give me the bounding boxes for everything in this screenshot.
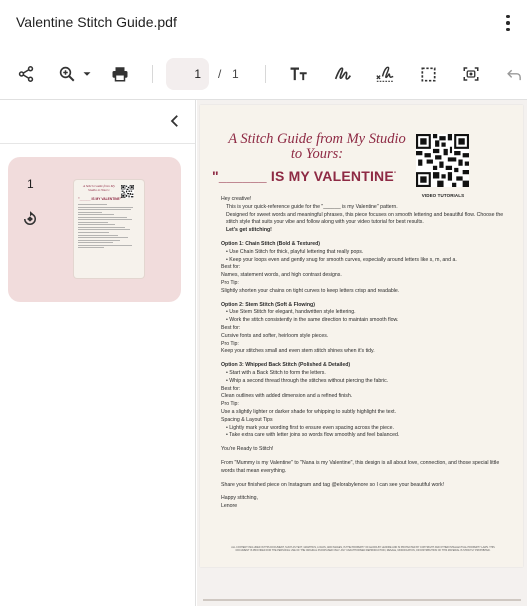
draw-button[interactable]	[332, 62, 354, 86]
body-line: Cursive fonts and softer, heirloom style pieces.	[221, 332, 329, 339]
body-line: From "Mummy is my Valentine" to "Nana is my Valentine", this design is all about love, connection, and those special little words that mean everything.	[221, 459, 500, 474]
screenshot-button[interactable]	[461, 62, 481, 86]
text-size-icon	[289, 65, 309, 83]
toolbar-separator	[265, 65, 266, 83]
body-line: • Use Chain Stitch for thick, playful lettering that really pops.	[226, 248, 364, 255]
body-line: Option 2: Stem Stitch (Soft & Flowing)	[221, 301, 315, 308]
more-vert-icon	[506, 15, 510, 19]
qr-code-label: VIDEO TUTORIALS	[421, 193, 465, 198]
body-line: • Start with a Back Stitch to form the letters.	[226, 369, 326, 376]
share-icon	[17, 65, 35, 83]
body-line: Best for:	[221, 324, 241, 331]
undo-icon	[506, 66, 523, 83]
chevron-left-icon	[166, 112, 184, 130]
zoom-in-icon	[58, 65, 76, 83]
body-line: Pro Tip:	[221, 340, 239, 347]
body-line: Best for:	[221, 385, 241, 392]
toolbar-separator	[152, 65, 153, 83]
thumbnail-preview	[74, 180, 144, 278]
print-button[interactable]	[110, 62, 130, 86]
qr-code[interactable]	[416, 134, 469, 187]
body-line: This is your quick-reference guide for the "______ is my Valentine" pattern.	[226, 203, 398, 210]
body-line: • Take extra care with letter joins so words flow smoothly and feel balanced.	[226, 432, 400, 439]
body-line: Happy stitching,	[221, 495, 258, 502]
sidebar-divider	[0, 143, 195, 144]
body-line: Clean outlines with added dimension and a refined finish.	[221, 393, 353, 400]
body-line: Option 3: Whipped Back Stitch (Polished & Detailed)	[221, 362, 351, 369]
rotate-page-button[interactable]	[21, 210, 39, 228]
body-line: Hey creative!	[221, 196, 252, 202]
body-line: • Keep your loops even and gently snug for smooth curves, especially around letters like s, m, and a.	[226, 256, 457, 263]
copyright-notice: ALL CONTENT INCLUDED IN THIS DOCUMENT, SUCH AS TEXT, GRAPHICS, LOGOS, AND IMAGES, IS THE PROPERTY OF ELORA BY LENORE AND IS PROTECTED BY COPYRIGHT AND OTHER INTELLECTUAL PROPERTY LAWS. THIS DOCUMENT IS PROVIDED FOR THE PERSONAL USE OF THE ORIGINAL PURCHASER ONLY. ANY UNAUTHORISED REPRODUCTION, RESALE, MODIFICATION, OR DISTRIBUTION OF THIS MATERIAL IS STRICTLY PROHIBITED.	[231, 546, 495, 552]
thumbnail-text-lines	[78, 204, 138, 250]
screenshot-icon	[462, 65, 480, 83]
page-thumbnail[interactable]	[8, 157, 181, 302]
next-page-edge	[203, 599, 521, 601]
toolbar	[0, 50, 527, 98]
document-heading: A Stitch Guide from My Studio to Yours:	[228, 131, 406, 162]
share-button[interactable]	[16, 62, 36, 86]
selection-icon	[420, 66, 437, 83]
thumbnail-sidebar	[0, 100, 196, 606]
body-line: Let's get stitching!	[226, 227, 272, 234]
document-viewer[interactable]	[197, 100, 527, 606]
document-title: Valentine Stitch Guide.pdf	[16, 14, 177, 30]
body-line: • Lightly mark your wording first to ensure even spacing across the piece.	[226, 424, 394, 431]
pdf-page	[200, 105, 523, 567]
body-line: Lenore	[221, 503, 238, 510]
thumbnail-heading: A Stitch Guide from My Studio to Yours:	[82, 184, 116, 192]
body-line: Keep your stitches small and even stem stitch shines when it's tidy.	[221, 348, 375, 355]
chevron-down-icon	[80, 67, 94, 81]
body-line: Pro Tip:	[221, 279, 239, 286]
title-bar	[0, 0, 527, 46]
draw-icon	[333, 65, 353, 83]
select-area-button[interactable]	[418, 62, 438, 86]
body-line: You're Ready to Stitch!	[221, 446, 274, 453]
signature-button[interactable]	[374, 62, 396, 86]
body-line: Designed for sweet words and meaningful phrases, this piece focuses on smooth lettering and beautiful flow. Choose the stitch style that suits your vibe and follow along with your video tutorial for best results.	[226, 211, 504, 226]
body-line: Pro Tip:	[221, 401, 239, 408]
total-pages: 1	[232, 67, 239, 81]
document-body	[221, 196, 509, 511]
thumbnail-page-number: 1	[27, 177, 34, 191]
body-line: • Work the stitch consistently in the same direction to maintain smooth flow.	[226, 317, 399, 324]
page-separator: /	[218, 67, 222, 81]
body-line: Share your finished piece on Instagram and tag @elorabylenore so I can see your beautiful work!	[221, 481, 444, 488]
text-tool-button[interactable]	[288, 62, 310, 86]
title-quote: "	[393, 171, 397, 178]
body-line: • Use Stem Stitch for elegant, handwritten style lettering.	[226, 309, 356, 316]
thumbnail-title: "______ IS MY VALENTINE"	[78, 197, 122, 201]
body-line: Spacing & Layout Tips	[221, 416, 273, 423]
rotate-icon	[21, 210, 39, 228]
print-icon	[111, 65, 129, 83]
zoom-button[interactable]	[56, 62, 96, 86]
document-title-heading	[212, 168, 397, 184]
body-line: Best for:	[221, 264, 241, 271]
body-line: • Whip a second thread through the stitches without piercing the fabric.	[226, 377, 389, 384]
signature-icon	[375, 65, 395, 83]
thumbnail-qr-code	[121, 185, 134, 198]
title-blank: "______	[212, 168, 267, 184]
page-number-input[interactable]: 1	[166, 58, 209, 90]
collapse-sidebar-button[interactable]	[166, 112, 184, 130]
body-line: Use a slightly lighter or darker shade for whipping to subtly highlight the text.	[221, 408, 397, 415]
body-line: Names, statement words, and high contrast designs.	[221, 272, 342, 279]
more-options-button[interactable]	[498, 12, 518, 34]
body-line: Option 1: Chain Stitch (Bold & Textured)	[221, 240, 321, 247]
body-line: Slightly shorten your chains on tight curves to keep letters crisp and readable.	[221, 287, 400, 294]
title-text: IS MY VALENTINE	[266, 168, 394, 184]
undo-button[interactable]	[504, 62, 524, 86]
